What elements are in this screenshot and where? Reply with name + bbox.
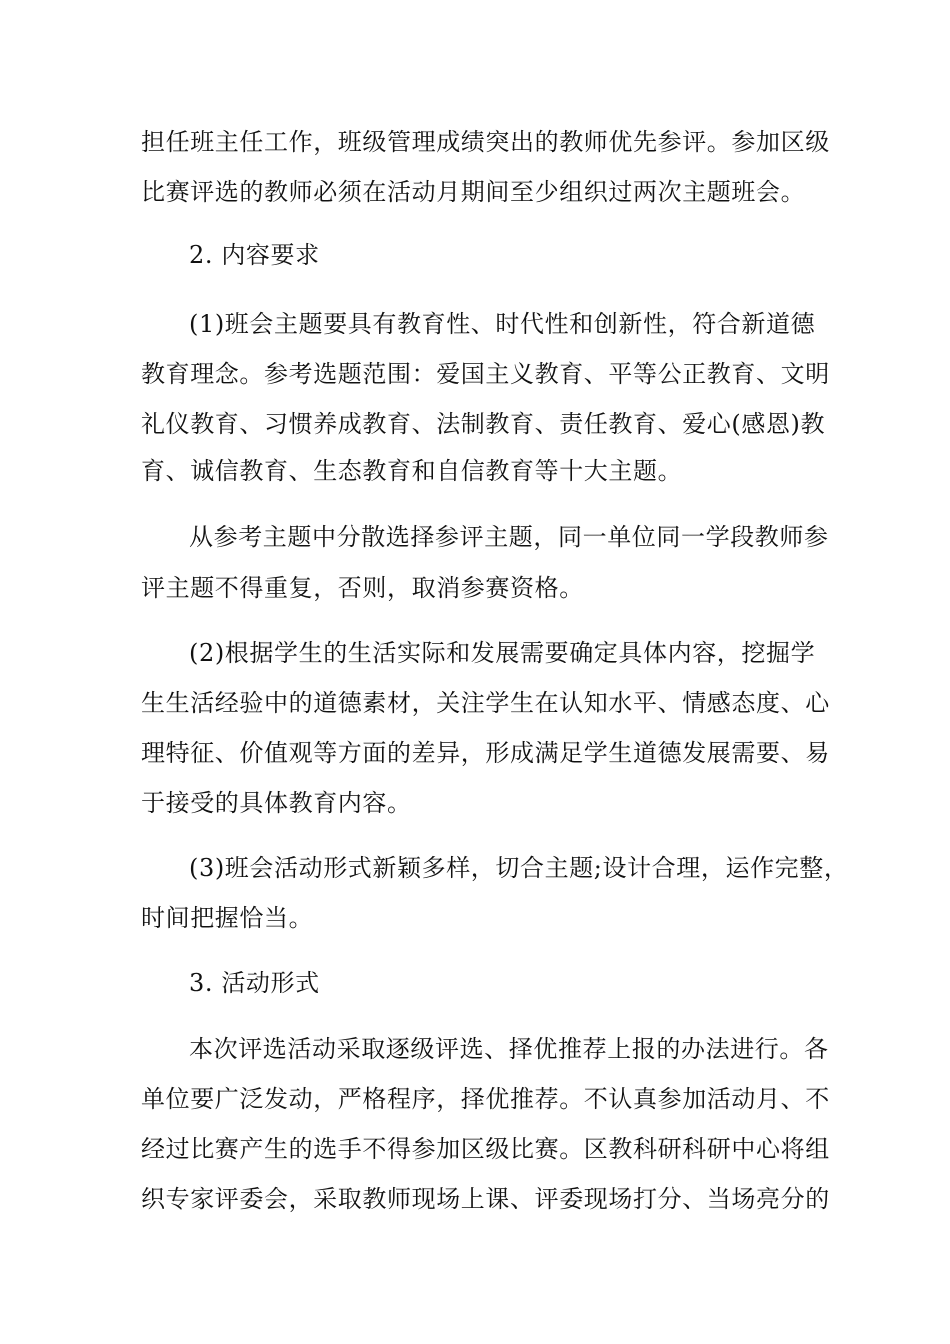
section-heading: 2. 内容要求 — [189, 241, 320, 269]
paragraph-line: 生生活经验中的道德素材，关注学生在认知水平、情感态度、心 — [141, 689, 830, 717]
paragraph-line: (1)班会主题要具有教育性、时代性和创新性，符合新道德 — [189, 310, 816, 338]
paragraph-line: 教育理念。参考选题范围：爱国主义教育、平等公正教育、文明 — [141, 360, 830, 388]
paragraph-line: 评主题不得重复，否则，取消参赛资格。 — [141, 574, 584, 602]
paragraph-line: 经过比赛产生的选手不得参加区级比赛。区教科研科研中心将组 — [141, 1135, 830, 1163]
paragraph-line: 理特征、价值观等方面的差异，形成满足学生道德发展需要、易 — [141, 739, 830, 767]
paragraph-line: 织专家评委会，采取教师现场上课、评委现场打分、当场亮分的 — [141, 1185, 830, 1213]
paragraph-line: 从参考主题中分散选择参评主题，同一单位同一学段教师参 — [189, 523, 829, 551]
paragraph-line: 本次评选活动采取逐级评选、择优推荐上报的办法进行。各 — [189, 1035, 829, 1063]
paragraph-line: 于接受的具体教育内容。 — [141, 789, 412, 817]
paragraph-line: 礼仪教育、习惯养成教育、法制教育、责任教育、爱心(感恩)教 — [141, 410, 826, 438]
paragraph-line: (2)根据学生的生活实际和发展需要确定具体内容，挖掘学 — [189, 639, 816, 667]
paragraph-line: 育、诚信教育、生态教育和自信教育等十大主题。 — [141, 457, 683, 485]
paragraph-line: 单位要广泛发动，严格程序，择优推荐。不认真参加活动月、不 — [141, 1085, 830, 1113]
paragraph-line: 比赛评选的教师必须在活动月期间至少组织过两次主题班会。 — [141, 178, 806, 206]
paragraph-line: 时间把握恰当。 — [141, 904, 314, 932]
paragraph-line: 担任班主任工作，班级管理成绩突出的教师优先参评。参加区级 — [141, 128, 830, 156]
paragraph-line: (3)班会活动形式新颖多样，切合主题;设计合理，运作完整， — [189, 854, 849, 882]
section-heading: 3. 活动形式 — [189, 969, 320, 997]
